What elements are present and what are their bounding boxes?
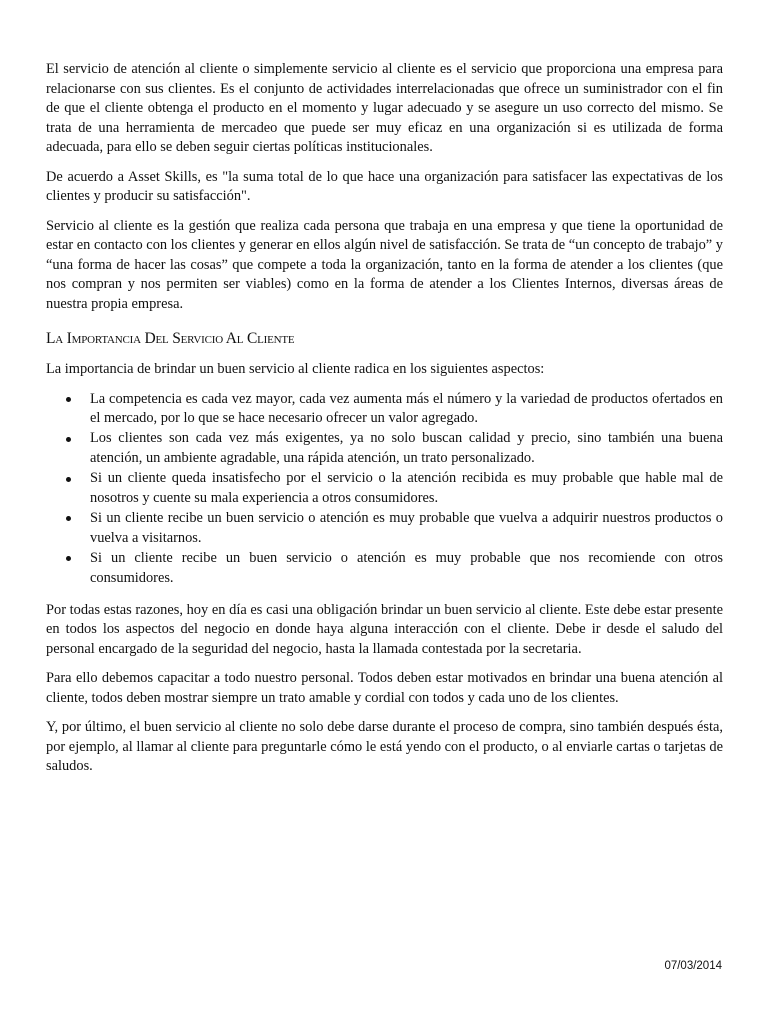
paragraph-intro-2: De acuerdo a Asset Skills, es "la suma total de lo que hace una organización para satisfacer las expectativas de los clientes y producir su satisfacción". (46, 168, 723, 204)
paragraph-intro-3: Servicio al cliente es la gestión que realiza cada persona que trabaja en una empresa y que tiene la oportunidad de estar en contacto con los clientes y generar en ellos algún nivel de satisfacción. Se trata de “un concepto de trabajo” y “una forma de hacer las cosas” que compete a toda la organización, tanto en la forma de atender a los clientes (que nos compran y nos permiten ser viables) como en la forma de atender a los Clientes Internos, diversas áreas de nuestra propia empresa. (46, 217, 723, 312)
footer-date: 07/03/2014 (664, 960, 722, 972)
bullet-icon (66, 477, 71, 482)
list-item (46, 509, 723, 549)
paragraph-closing-1: Por todas estas razones, hoy en día es casi una obligación brindar un buen servicio al cliente. Este debe estar presente en todos los aspectos del negocio en donde haya alguna interacción con el cliente. Debe ir desde el saludo del personal encargado de la seguridad del negocio, hasta la llamada contestada por la secretaria. (46, 601, 723, 657)
section-heading: La Importancia Del Servicio Al Cliente (46, 330, 295, 347)
list-item-text: Si un cliente recibe un buen servicio o atención es muy probable que vuelva a adquirir nuestros productos o vuelva a visitarnos. (90, 509, 723, 546)
list-item-text: Si un cliente queda insatisfecho por el servicio o la atención recibida es muy probable que hable mal de nosotros y cuente su mala experiencia a otros consumidores. (90, 470, 723, 507)
list-item (46, 469, 723, 509)
list-item-text: Si un cliente recibe un buen servicio o atención es muy probable que nos recomiende con otros consumidores. (90, 549, 723, 586)
bullet-icon (66, 516, 71, 521)
bullet-icon (66, 397, 71, 402)
document-body (46, 60, 723, 787)
list-item (46, 549, 723, 589)
list-item (46, 390, 723, 430)
bullet-icon (66, 437, 71, 442)
paragraph-intro-1: El servicio de atención al cliente o simplemente servicio al cliente es el servicio que proporciona una empresa para relacionarse con sus clientes. Es el conjunto de actividades interrelacionadas que ofrece un suministrador con el fin de que el cliente obtenga el producto en el momento y lugar adecuado y se asegure un uso correcto del mismo. Se trata de una herramienta de mercadeo que puede ser muy eficaz en una organización si es utilizada de forma adecuada, para ello se deben seguir ciertas políticas institucionales. (46, 61, 723, 155)
paragraph-closing-3: Y, por último, el buen servicio al cliente no solo debe darse durante el proceso de compra, sino también después ésta, por ejemplo, al llamar al cliente para preguntarle cómo le está yendo con el producto, o al enviarle cartas o tarjetas de saludos. (46, 719, 723, 775)
list-item (46, 429, 723, 469)
list-item-text: La competencia es cada vez mayor, cada vez aumenta más el número y la variedad de productos ofertados en el mercado, por lo que se hace necesario ofrecer un valor agregado. (90, 390, 723, 427)
bullet-list (46, 390, 723, 589)
paragraph-closing-2: Para ello debemos capacitar a todo nuestro personal. Todos deben estar motivados en brindar una buena atención al cliente, todos deben mostrar siempre un trato amable y cordial con todos y cada uno de los clientes. (46, 670, 723, 706)
bullet-icon (66, 556, 71, 561)
list-item-text: Los clientes son cada vez más exigentes, ya no solo buscan calidad y precio, sino también una buena atención, un ambiente agradable, una rápida atención, un trato personalizado. (90, 430, 723, 467)
section-intro: La importancia de brindar un buen servicio al cliente radica en los siguientes aspectos: (46, 361, 545, 377)
